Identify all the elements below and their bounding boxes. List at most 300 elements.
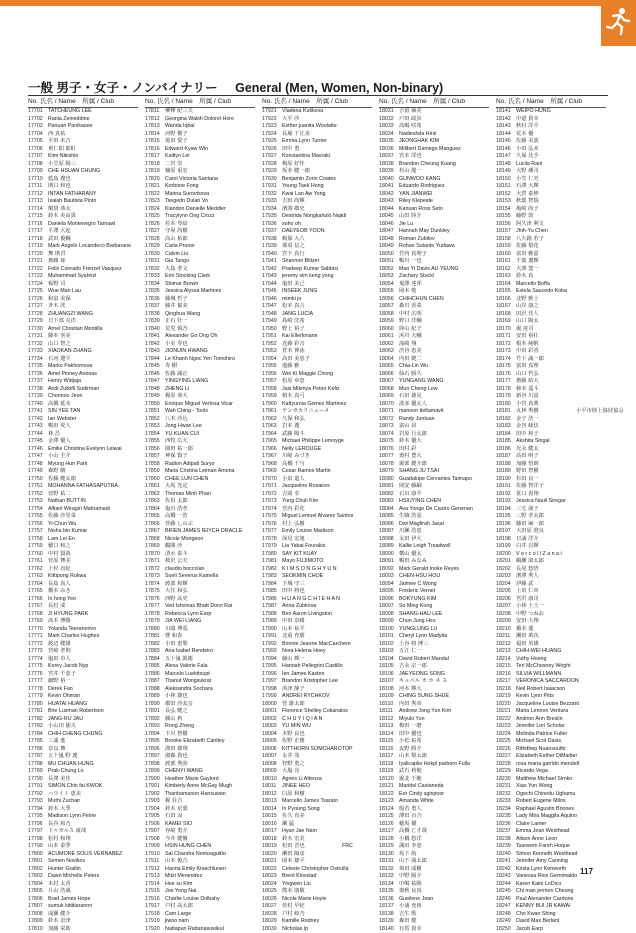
entry-row bbox=[379, 348, 489, 356]
bib-number: 18193 bbox=[496, 498, 516, 506]
entry-row bbox=[28, 228, 138, 236]
entry-row bbox=[262, 656, 372, 664]
bib-number: 18214 bbox=[496, 656, 516, 664]
runner-name: 松村 和翔 bbox=[48, 836, 108, 844]
runner-name: 滝崎 翔 bbox=[399, 341, 459, 349]
entry-row bbox=[379, 191, 489, 199]
bib-number: 18000 bbox=[262, 701, 282, 709]
header-no: No. bbox=[145, 98, 155, 105]
entry-row bbox=[145, 258, 255, 266]
entry-row bbox=[262, 746, 372, 754]
bib-number: 17948 bbox=[262, 311, 282, 319]
runner-name: CHING SUNG SHUE bbox=[399, 693, 459, 701]
runner-name: 笹口 貴翔 bbox=[516, 491, 576, 499]
entry-row bbox=[262, 633, 372, 641]
runner-name: 臼原 和樹 bbox=[282, 791, 342, 799]
runner-name: 杉山 龍一 bbox=[399, 168, 459, 176]
runner-name: 秋村 洋平 bbox=[516, 123, 576, 131]
header-no: No. bbox=[262, 98, 272, 105]
runner-name: 般若 勇人 bbox=[399, 806, 459, 814]
runner-name: 有馬 貴幸 bbox=[399, 926, 459, 933]
bib-number: 17725 bbox=[28, 288, 48, 296]
entry-row bbox=[28, 663, 138, 671]
runner-name: 久保 和弘 bbox=[282, 416, 342, 424]
entry-row bbox=[262, 926, 372, 933]
runner-name: Emma Jean Westhead bbox=[516, 828, 576, 836]
runner-name: Riley Klepeide bbox=[399, 198, 459, 206]
entry-row bbox=[379, 918, 489, 926]
runner-name: 高田 美恵子 bbox=[282, 356, 342, 364]
entry-row bbox=[262, 588, 372, 596]
runner-name: Mun Cheng Low bbox=[399, 386, 459, 394]
entry-column bbox=[496, 97, 606, 933]
runner-name: 五十嵐 凱衛 bbox=[165, 656, 225, 664]
runner-name: 嶋保 大八 bbox=[282, 236, 342, 244]
runner-name: 荒児 慎吾 bbox=[165, 326, 225, 334]
bib-number: 17767 bbox=[28, 603, 48, 611]
runner-name: Raphael Agustin Briones bbox=[516, 806, 576, 814]
entry-row bbox=[379, 536, 489, 544]
entry-row bbox=[379, 858, 489, 866]
runner-name: Xiao Yun Wong bbox=[516, 783, 576, 791]
entry-row bbox=[496, 288, 606, 296]
entry-row bbox=[145, 746, 255, 754]
entry-row bbox=[262, 596, 372, 604]
bib-number: 18173 bbox=[496, 348, 516, 356]
entry-row bbox=[496, 806, 606, 814]
entry-row bbox=[379, 746, 489, 754]
entry-row bbox=[496, 603, 606, 611]
runner-name: SHANG JU TSAI bbox=[399, 468, 459, 476]
runner-name: Brandon Kristopher Lee bbox=[282, 678, 342, 686]
runner-name: Jacob Earp bbox=[516, 926, 576, 933]
bib-number: 17886 bbox=[145, 671, 165, 679]
runner-name: キュベル カ ホ ネ ス bbox=[399, 678, 459, 686]
bib-number: 18124 bbox=[379, 806, 399, 814]
entry-row bbox=[262, 138, 372, 146]
bib-number: 18129 bbox=[379, 843, 399, 851]
runner-name: Lady Mira Maggila Aquino bbox=[516, 813, 576, 821]
runner-name: Andrew Jong Yun Kim bbox=[399, 708, 459, 716]
runner-name: Erin Stocking Clark bbox=[165, 273, 225, 281]
bib-number: 18204 bbox=[496, 581, 516, 589]
runner-name: Carla Pruner bbox=[165, 243, 225, 251]
runner-name: 和泉 美保 bbox=[48, 296, 108, 304]
bib-number: 17781 bbox=[28, 708, 48, 716]
entry-row bbox=[28, 678, 138, 686]
runner-name: Elizabeth Esther DiMaiber bbox=[516, 753, 576, 761]
bib-number: 17771 bbox=[28, 633, 48, 641]
runner-name: 木村 太香 bbox=[48, 881, 108, 889]
runner-name: Semen Novikov bbox=[48, 858, 108, 866]
bib-number: 17768 bbox=[28, 611, 48, 619]
runner-name: 都田 沙友音 bbox=[165, 701, 225, 709]
entry-row bbox=[379, 888, 489, 896]
bib-number: 18250 bbox=[496, 926, 516, 933]
bib-number: 18159 bbox=[496, 243, 516, 251]
bib-number: 18135 bbox=[379, 888, 399, 896]
runner-name: Aleksandra Sochara bbox=[165, 686, 225, 694]
entry-row bbox=[496, 626, 606, 634]
runner-name: CHEE LUN CHEN bbox=[165, 476, 225, 484]
entry-row bbox=[262, 911, 372, 919]
runner-name: Nathan BUTTIN bbox=[48, 498, 108, 506]
entry-row bbox=[496, 453, 606, 461]
entry-row bbox=[379, 131, 489, 139]
bib-number: 17774 bbox=[28, 656, 48, 664]
bib-number: 17796 bbox=[28, 821, 48, 829]
bib-number: 17787 bbox=[28, 753, 48, 761]
section-title-jp: 一般 男子・女子・ノンバイナリー bbox=[28, 81, 218, 95]
entry-row bbox=[28, 168, 138, 176]
bib-number: 17950 bbox=[262, 326, 282, 334]
entry-row bbox=[379, 168, 489, 176]
section-title-en: General (Men, Women, Non-binary) bbox=[235, 81, 443, 95]
bib-number: 17815 bbox=[145, 138, 165, 146]
entry-row bbox=[262, 543, 372, 551]
runner-name: 佐藤 沙里菜 bbox=[48, 513, 108, 521]
entry-row bbox=[379, 926, 489, 933]
bib-number: 17957 bbox=[262, 378, 282, 386]
runner-name: 中村 賢哉 bbox=[48, 551, 108, 559]
bib-number: 17746 bbox=[28, 446, 48, 454]
entry-row bbox=[28, 761, 138, 769]
bib-number: 17810 bbox=[28, 926, 48, 933]
runner-name: Cesar Ramos Martin bbox=[282, 468, 342, 476]
entry-row bbox=[379, 821, 489, 829]
entry-row bbox=[379, 386, 489, 394]
entry-row bbox=[496, 641, 606, 649]
entry-row bbox=[145, 588, 255, 596]
runner-name: 中田 彩香 bbox=[516, 348, 576, 356]
runner-name: Kaitlyn Lei bbox=[165, 153, 225, 161]
bib-number: 18125 bbox=[379, 813, 399, 821]
runner-name: Michael Scot Davis bbox=[516, 738, 576, 746]
runner-name: Eduardo Rodriguez bbox=[399, 183, 459, 191]
bib-number: 18213 bbox=[496, 648, 516, 656]
bib-number: 17918 bbox=[145, 911, 165, 919]
bib-number: 17825 bbox=[145, 213, 165, 221]
bib-number: 17735 bbox=[28, 363, 48, 371]
runner-name: 佐藤 智洋子 bbox=[516, 483, 576, 491]
entry-row bbox=[496, 206, 606, 214]
entry-row bbox=[262, 378, 372, 386]
bib-number: 17792 bbox=[28, 791, 48, 799]
bib-number: 17932 bbox=[262, 191, 282, 199]
entry-row bbox=[379, 776, 489, 784]
runner-name: Nicole Mongeon bbox=[165, 536, 225, 544]
runner-name: 伊藤 武 bbox=[516, 581, 576, 589]
entry-row bbox=[379, 881, 489, 889]
bib-number: 17704 bbox=[28, 131, 48, 139]
runner-name: 石澤 大輝 bbox=[516, 183, 576, 191]
bib-number: 17866 bbox=[145, 521, 165, 529]
entry-row bbox=[496, 911, 606, 919]
runner-name: 島崎 沈希 bbox=[282, 318, 342, 326]
runner-name: ZHUANGZI WANG bbox=[48, 311, 108, 319]
runner-name: Robert Eugene Milos bbox=[516, 798, 576, 806]
bib-number: 17952 bbox=[262, 341, 282, 349]
bib-number: 17894 bbox=[145, 731, 165, 739]
entry-row bbox=[28, 468, 138, 476]
bib-number: 18244 bbox=[496, 881, 516, 889]
entry-row bbox=[379, 813, 489, 821]
entry-row bbox=[262, 843, 372, 851]
runner-name: ドゥガルス 康哉 bbox=[48, 828, 108, 836]
bib-number: 18157 bbox=[496, 228, 516, 236]
bib-number: 17870 bbox=[145, 551, 165, 559]
bib-number: 17922 bbox=[262, 116, 282, 124]
entry-row bbox=[496, 116, 606, 124]
entry-row bbox=[262, 723, 372, 731]
bib-number: 17784 bbox=[28, 731, 48, 739]
bib-number: 18056 bbox=[379, 296, 399, 304]
bib-number: 17839 bbox=[145, 318, 165, 326]
runner-name: Konstantina Mavraki bbox=[282, 153, 342, 161]
bib-number: 18107 bbox=[379, 678, 399, 686]
runner-name: 橋本 蓮 bbox=[516, 626, 576, 634]
bib-number: 17965 bbox=[262, 438, 282, 446]
entry-row bbox=[262, 198, 372, 206]
bib-number: 17970 bbox=[262, 476, 282, 484]
bib-number: 18044 bbox=[379, 206, 399, 214]
runner-name: Panuan Panikasee bbox=[48, 123, 108, 131]
bib-number: 17862 bbox=[145, 491, 165, 499]
entry-row bbox=[262, 806, 372, 814]
runner-name: Marina Surovtsova bbox=[165, 191, 225, 199]
bib-number: 18231 bbox=[496, 783, 516, 791]
entry-row bbox=[28, 483, 138, 491]
runner-name: 薄田 百合 bbox=[399, 813, 459, 821]
entry-row bbox=[145, 371, 255, 379]
entry-row bbox=[145, 671, 255, 679]
entry-row bbox=[379, 716, 489, 724]
bib-number: 17960 bbox=[262, 401, 282, 409]
bib-number: 18191 bbox=[496, 483, 516, 491]
entry-row bbox=[262, 243, 372, 251]
entry-row bbox=[145, 153, 255, 161]
runner-name: HSIN HUNG CHEN bbox=[165, 843, 225, 851]
runner-name: Wei Ki Maggie Chong bbox=[282, 371, 342, 379]
entry-row bbox=[145, 506, 255, 514]
entry-row bbox=[262, 468, 372, 476]
bib-number: 18027 bbox=[262, 903, 282, 911]
bib-number: 18061 bbox=[379, 333, 399, 341]
bib-number: 18119 bbox=[379, 768, 399, 776]
entry-row bbox=[145, 266, 255, 274]
runner-name: Georgina Walsh Dolorel Hore bbox=[165, 116, 225, 124]
runner-name: Charlie Louise Dolbahy bbox=[165, 896, 225, 904]
runner-name: 金谷 綾伍 bbox=[516, 423, 576, 431]
bib-number: 17732 bbox=[28, 341, 48, 349]
bib-number: 18020 bbox=[262, 851, 282, 859]
bib-number: 17987 bbox=[262, 603, 282, 611]
entry-row bbox=[379, 123, 489, 131]
bib-number: 17975 bbox=[262, 513, 282, 521]
runner-name: 大住 和弘 bbox=[165, 588, 225, 596]
runner-name: 長村 成 bbox=[48, 603, 108, 611]
runner-name: Maria Cristina Leiman Amoria bbox=[165, 468, 225, 476]
entry-row bbox=[28, 378, 138, 386]
bib-number: 17967 bbox=[262, 453, 282, 461]
entry-row bbox=[496, 108, 606, 116]
bib-number: 17892 bbox=[145, 716, 165, 724]
runner-name: Ana Isabel Rendeiro bbox=[165, 648, 225, 656]
entry-row bbox=[262, 858, 372, 866]
entry-row bbox=[496, 701, 606, 709]
entry-row bbox=[262, 701, 372, 709]
bib-number: 17836 bbox=[145, 296, 165, 304]
entry-row bbox=[262, 258, 372, 266]
entry-column bbox=[145, 97, 255, 933]
runner-name: BOKYUNG KIM bbox=[399, 596, 459, 604]
entry-row bbox=[28, 843, 138, 851]
runner-name: 五十嵐 野 遼 bbox=[48, 753, 108, 761]
runner-name: 佐野 正雅 bbox=[282, 738, 342, 746]
bib-number: 18045 bbox=[379, 213, 399, 221]
runner-name: 安田 大翔 bbox=[516, 618, 576, 626]
entry-row bbox=[145, 461, 255, 469]
bib-number: 18190 bbox=[496, 476, 516, 484]
header-club: 所属 / Club bbox=[433, 98, 465, 105]
entry-row bbox=[262, 386, 372, 394]
runner-name: 小室 寿也 bbox=[165, 341, 225, 349]
entry-row bbox=[28, 701, 138, 709]
bib-number: 17999 bbox=[262, 693, 282, 701]
bib-number: 18082 bbox=[379, 491, 399, 499]
bib-number: 17759 bbox=[28, 543, 48, 551]
runner-name: Madison Lynn Petrie bbox=[48, 813, 108, 821]
bib-number: 18089 bbox=[379, 543, 399, 551]
bib-number: 18017 bbox=[262, 828, 282, 836]
runner-name: 関口 和也 bbox=[48, 183, 108, 191]
entry-row bbox=[262, 776, 372, 784]
entry-row bbox=[496, 303, 606, 311]
entry-row bbox=[28, 896, 138, 904]
runner-name: Derek Fan bbox=[48, 686, 108, 694]
runner-name: Kevin Lynn Pitts bbox=[516, 693, 576, 701]
bib-number: 17968 bbox=[262, 461, 282, 469]
bib-number: 17849 bbox=[145, 393, 165, 401]
runner-name: 深見 宏旭 bbox=[282, 536, 342, 544]
entry-row bbox=[28, 671, 138, 679]
runner-name: Chun Jung Hsu bbox=[399, 618, 459, 626]
bib-number: 18186 bbox=[496, 446, 516, 454]
entry-row bbox=[496, 528, 606, 536]
bib-number: 17978 bbox=[262, 536, 282, 544]
entry-row bbox=[145, 753, 255, 761]
runner-name: Maridel Castaneda bbox=[399, 783, 459, 791]
bib-number: 18010 bbox=[262, 776, 282, 784]
bib-number: 18076 bbox=[379, 446, 399, 454]
bib-number: 18212 bbox=[496, 641, 516, 649]
runner-name: Florence Shelley Cokanalos bbox=[282, 708, 342, 716]
entry-row bbox=[262, 431, 372, 439]
runner-name: 塩田 卓人 bbox=[48, 656, 108, 664]
entry-row bbox=[496, 221, 606, 229]
entry-row bbox=[262, 828, 372, 836]
runner-name: 鈴木 宏美 bbox=[282, 836, 342, 844]
entry-row bbox=[28, 206, 138, 214]
bib-number: 17896 bbox=[145, 746, 165, 754]
bib-number: 17722 bbox=[28, 266, 48, 274]
bib-number: 17915 bbox=[145, 888, 165, 896]
runner-name: 長塚 千江美 bbox=[282, 131, 342, 139]
entry-row bbox=[496, 416, 606, 424]
runner-name: YUNGANG WANG bbox=[399, 378, 459, 386]
bib-number: 17845 bbox=[145, 363, 165, 371]
runner-name: 藤山 輝一 bbox=[282, 656, 342, 664]
bib-number: 18060 bbox=[379, 326, 399, 334]
bib-number: 17734 bbox=[28, 356, 48, 364]
bib-number: 18126 bbox=[379, 821, 399, 829]
bib-number: 18141 bbox=[496, 108, 516, 116]
runner-name: 佐藤 健太郎 bbox=[48, 476, 108, 484]
runner-name: 加藤 栄助 bbox=[48, 926, 108, 933]
runner-name: Roman Zubilov bbox=[399, 236, 459, 244]
column-header bbox=[379, 97, 489, 108]
bib-number: 17972 bbox=[262, 491, 282, 499]
bib-number: 17945 bbox=[262, 288, 282, 296]
runner-name: 平田 未吉 bbox=[48, 138, 108, 146]
entry-row bbox=[145, 521, 255, 529]
entry-row bbox=[262, 566, 372, 574]
runner-name: 菅原 舞美 bbox=[48, 558, 108, 566]
entry-row bbox=[145, 663, 255, 671]
runner-name: 小田 弘未 bbox=[516, 146, 576, 154]
runner-name: 野上 裕子 bbox=[282, 326, 342, 334]
runner-name: 斉木 洸 bbox=[48, 303, 108, 311]
entry-row bbox=[145, 618, 255, 626]
runner-name: 二宮 崇 bbox=[165, 161, 225, 169]
runner-name: 吉留 麻美 bbox=[399, 108, 459, 116]
entry-row bbox=[262, 438, 372, 446]
entry-list bbox=[262, 108, 372, 933]
entry-row bbox=[262, 341, 372, 349]
entry-row bbox=[145, 146, 255, 154]
entry-row bbox=[145, 221, 255, 229]
runner-name: YU KUAN CUI bbox=[165, 431, 225, 439]
entry-row bbox=[496, 296, 606, 304]
bib-number: 17791 bbox=[28, 783, 48, 791]
bib-number: 17717 bbox=[28, 228, 48, 236]
bib-number: 18131 bbox=[379, 858, 399, 866]
runner-name: Arnel Christian Montilla bbox=[48, 326, 108, 334]
bib-number: 17985 bbox=[262, 588, 282, 596]
runner-name: Dwi Magfirah Jasal bbox=[399, 521, 459, 529]
entry-row bbox=[379, 498, 489, 506]
runner-name: Jong Hwan Lee bbox=[165, 423, 225, 431]
bib-number: 17772 bbox=[28, 641, 48, 649]
bib-number: 18050 bbox=[379, 251, 399, 259]
bib-number: 17871 bbox=[145, 558, 165, 566]
entry-row bbox=[379, 468, 489, 476]
bib-number: 18140 bbox=[379, 926, 399, 933]
bib-number: 17946 bbox=[262, 296, 282, 304]
runner-name: 波多 優太人 bbox=[399, 401, 459, 409]
runner-name: 村上 弘樹 bbox=[282, 521, 342, 529]
runner-name: 小笠原 陽三 bbox=[48, 161, 108, 169]
runner-name: Nicole Marie Hoyle bbox=[282, 896, 342, 904]
bib-number: 17751 bbox=[28, 483, 48, 491]
runner-name: 大田原 澄良 bbox=[516, 528, 576, 536]
runner-name: Ogechi Chinedu Ughamu bbox=[516, 791, 576, 799]
runner-name: Simon Kenneth Westhead bbox=[516, 851, 576, 859]
bib-number: 17921 bbox=[262, 108, 282, 116]
entry-row bbox=[496, 686, 606, 694]
bib-number: 18077 bbox=[379, 453, 399, 461]
entry-row bbox=[379, 828, 489, 836]
